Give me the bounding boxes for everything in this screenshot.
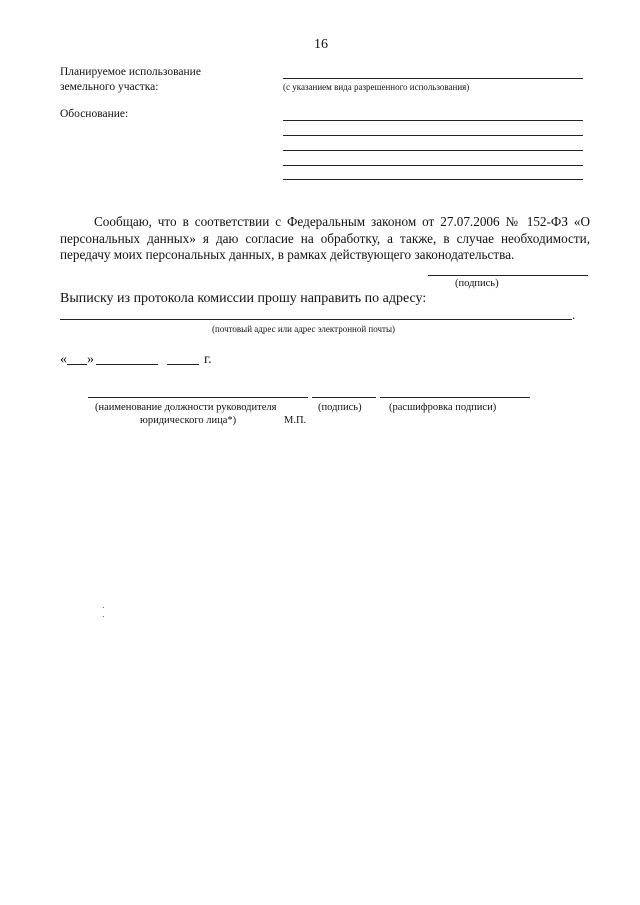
date-year-field[interactable] xyxy=(167,363,199,365)
decoding-caption: (расшифровка подписи) xyxy=(389,402,497,413)
land-use-label-line1: Планируемое использование xyxy=(60,66,201,78)
land-use-field[interactable] xyxy=(283,78,583,79)
position-caption-line1: (наименование должности руководителя xyxy=(95,402,277,413)
date-day-field[interactable] xyxy=(67,363,87,365)
head-signature-caption: (подпись) xyxy=(318,402,362,413)
scan-speck xyxy=(103,616,104,617)
date-line xyxy=(60,352,212,368)
signature-decoding-field[interactable] xyxy=(380,397,530,398)
land-use-label-line2: земельного участка: xyxy=(60,81,159,93)
justification-field-line[interactable] xyxy=(283,135,583,136)
justification-field-line[interactable] xyxy=(283,165,583,166)
address-caption: (почтовый адрес или адрес электронной почты) xyxy=(212,324,396,334)
head-signature-field[interactable] xyxy=(312,397,376,398)
date-month-field[interactable] xyxy=(96,363,158,365)
address-field[interactable] xyxy=(60,319,572,320)
position-field[interactable] xyxy=(88,397,308,398)
applicant-signature-caption: (подпись) xyxy=(455,278,499,289)
justification-field-line[interactable] xyxy=(283,179,583,180)
justification-label: Обоснование: xyxy=(60,108,129,120)
page-number: 16 xyxy=(314,37,328,52)
address-label: Выписку из протокола комиссии прошу направить по адресу: xyxy=(60,291,427,306)
date-year-suffix: г. xyxy=(204,352,212,367)
date-open-quote: « xyxy=(60,352,67,367)
applicant-signature-field[interactable] xyxy=(428,275,588,276)
justification-field-line[interactable] xyxy=(283,150,583,151)
consent-paragraph: Сообщаю, что в соответствии с Федеральным законом от 27.07.2006 № 152-ФЗ «О персональных данных» я даю согласие на обработку, а также, в случае необходимости, передачу моих персональных данных, в рамках действующего законодательства. xyxy=(60,214,590,262)
scan-speck xyxy=(103,607,104,608)
justification-field-line[interactable] xyxy=(283,120,583,121)
address-end-mark: . xyxy=(572,307,576,322)
date-close-quote: » xyxy=(87,352,94,367)
land-use-caption: (с указанием вида разрешенного использования) xyxy=(283,82,470,92)
stamp-mark: М.П. xyxy=(284,415,307,426)
position-caption-line2: юридического лица*) xyxy=(140,415,237,426)
